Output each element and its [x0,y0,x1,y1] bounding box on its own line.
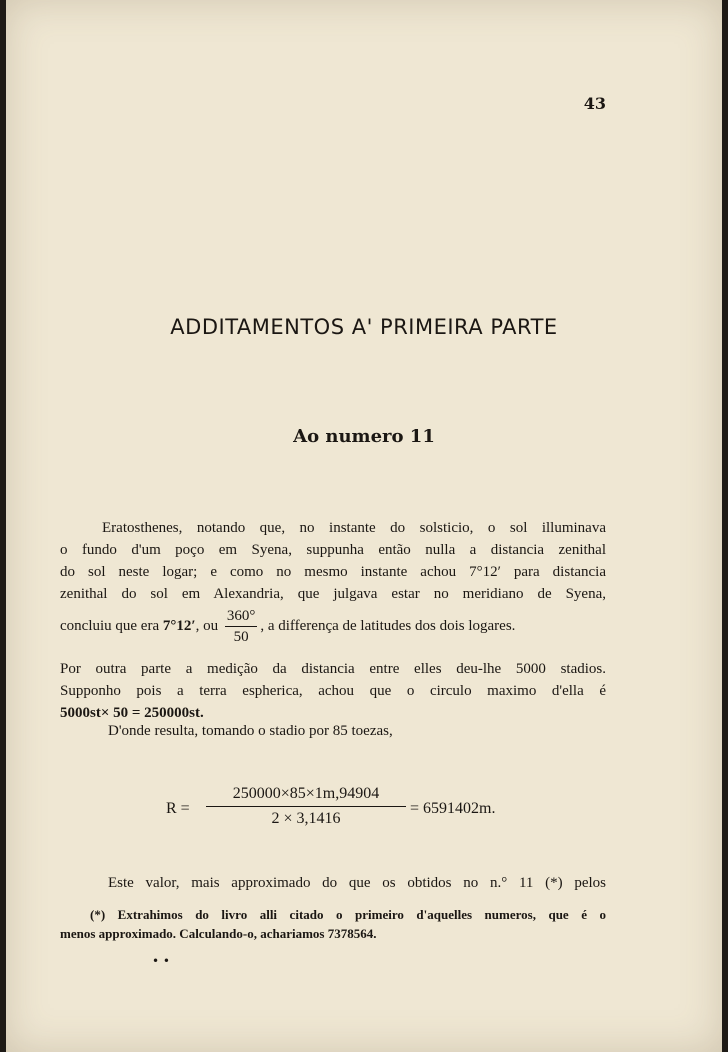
radius-formula [166,782,526,838]
footnote [60,905,606,943]
text-segment: , ou [195,617,222,634]
text-line: zenithal do sol em Alexandria, que julgava estar no meridiano de Syena, [60,586,606,602]
text-segment: , a differença de latitudes dos dois logares. [260,617,516,634]
fraction-numerator: 360° [225,606,258,627]
paragraph-eratosthenes [60,517,606,605]
text-line: 5000st× 50 = 250000st. [60,705,204,721]
paragraph-value [60,872,606,894]
paragraph-measurement [60,658,606,724]
footnote-line: menos approximado. Calculando-o, achariamos 7378564. [60,926,377,941]
text-line: Este valor, mais approximado do que os obtidos no n.° 11 (*) pelos [108,875,606,891]
text-line: o fundo d'um poço em Syena, suppunha então nulla a distancia zenithal [60,542,606,558]
text-line: Supponho pois a terra espherica, achou que o circulo maximo d'ella é [60,683,606,699]
formula-fraction [206,782,406,831]
page-dots: • • [152,954,170,968]
section-title: ADDITAMENTOS A' PRIMEIRA PARTE [170,315,558,339]
text-line: D'onde resulta, tomando o stadio por 85 toezas, [108,723,393,739]
footnote-line: (*) Extrahimos do livro alli citado o primeiro d'aquelles numeros, que é o [90,907,606,922]
book-page [6,0,722,1052]
formula-numerator: 250000×85×1m,94904 [206,782,406,807]
formula-rhs: = 6591402m. [410,800,496,817]
subsection-title: Ao numero 11 [293,426,435,447]
text-line: Eratosthenes, notando que, no instante do solsticio, o sol illuminava [102,520,606,536]
page-number: 43 [583,94,606,113]
fraction-denominator: 50 [233,629,249,645]
angle-value: 7°12′ [162,617,196,634]
text-line: Por outra parte a medição da distancia entre elles deu-lhe 5000 stadios. [60,661,606,677]
formula-denominator: 2 × 3,1416 [271,810,341,827]
text-line: do sol neste logar; e como no mesmo instante achou 7°12′ para distancia [60,564,606,580]
paragraph-conclusion [60,606,606,647]
formula-lhs: R = [166,800,190,817]
paragraph-result [60,720,606,742]
fraction [225,606,258,647]
text-segment: concluiu que era [60,617,163,634]
